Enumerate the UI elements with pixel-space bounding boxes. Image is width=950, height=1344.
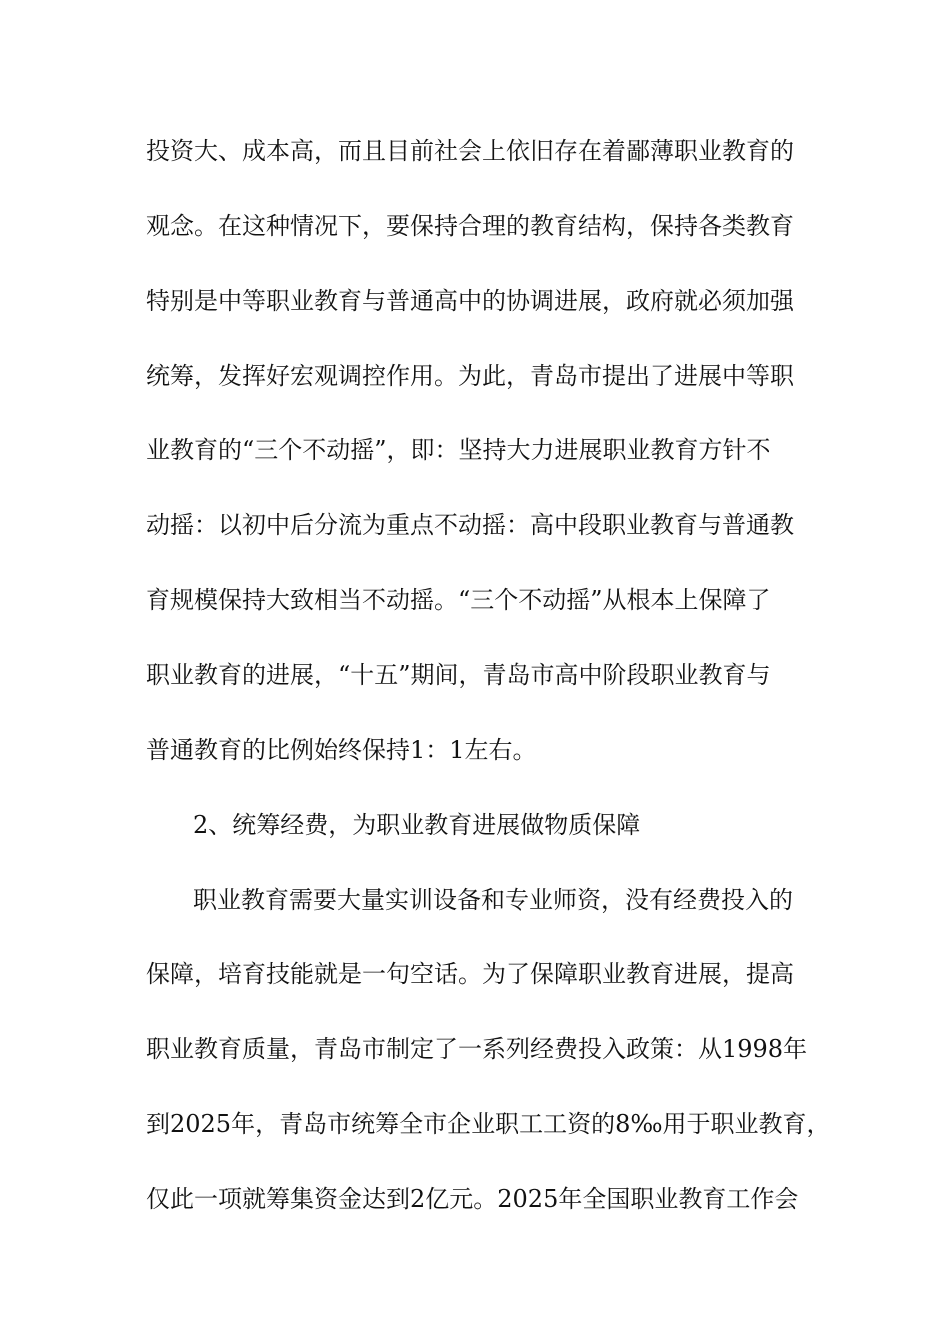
text-line: 保障，培育技能就是一句空话。为了保障职业教育进展，提高 bbox=[146, 960, 794, 988]
text-line: 职业教育的进展，“十五”期间，青岛市高中阶段职业教育与 bbox=[146, 661, 771, 689]
text-line: 动摇：以初中后分流为重点不动摇：高中段职业教育与普通教 bbox=[146, 511, 794, 539]
text-line: 统筹，发挥好宏观调控作用。为此，青岛市提出了进展中等职 bbox=[146, 362, 794, 390]
text-line: 普通教育的比例始终保持1：1左右。 bbox=[146, 736, 537, 764]
text-line: 仅此一项就筹集资金达到2亿元。2025年全国职业教育工作会 bbox=[146, 1185, 799, 1213]
text-line: 职业教育需要大量实训设备和专业师资，没有经费投入的 bbox=[193, 886, 793, 914]
text-line: 特别是中等职业教育与普通高中的协调进展，政府就必须加强 bbox=[146, 287, 794, 315]
text-line: 投资大、成本高，而且目前社会上依旧存在着鄙薄职业教育的 bbox=[146, 137, 794, 165]
text-line: 观念。在这种情况下，要保持合理的教育结构，保持各类教育 bbox=[146, 212, 794, 240]
text-line: 到2025年，青岛市统筹全市企业职工工资的8‰用于职业教育， bbox=[146, 1110, 831, 1138]
section-heading: 2、统筹经费，为职业教育进展做物质保障 bbox=[193, 811, 641, 839]
text-line: 职业教育质量，青岛市制定了一系列经费投入政策：从1998年 bbox=[146, 1035, 808, 1063]
text-line: 育规模保持大致相当不动摇。“三个不动摇”从根本上保障了 bbox=[146, 586, 771, 614]
text-line: 业教育的“三个不动摇”，即：坚持大力进展职业教育方针不 bbox=[146, 436, 771, 464]
